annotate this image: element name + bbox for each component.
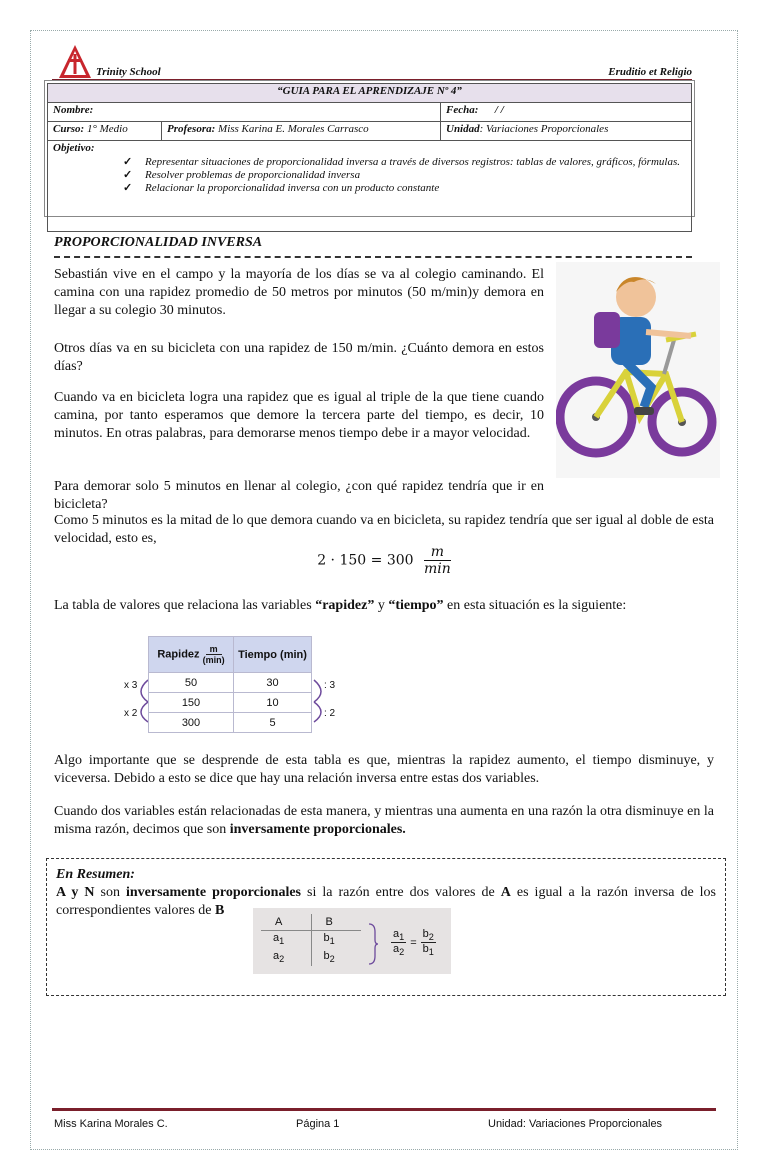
tiempo-header: Tiempo (min)	[234, 637, 312, 673]
nombre-field: Nombre:	[48, 103, 441, 122]
b1-cell: $b_1$	[323, 932, 335, 947]
section-title: PROPORCIONALIDAD INVERSA	[54, 235, 263, 250]
paragraph-4: Para demorar solo 5 minutos en llenar al colegio, ¿con qué rapidez tendría que ir en bicicleta?	[54, 479, 544, 512]
info-table	[47, 83, 692, 232]
paragraph-5: Como 5 minutos es la mitad de lo que demora cuando va en bicicleta, su rapidez tendría que ser igual al doble de esta velocidad, esto es,	[54, 513, 714, 546]
footer-unit: Unidad: Variaciones Proporcionales	[488, 1118, 663, 1130]
footer-page: Página 1	[296, 1118, 340, 1130]
fecha-field: Fecha: / /	[441, 103, 692, 122]
values-grid	[148, 636, 312, 733]
guide-title: “GUIA PARA EL APRENDIZAJE Nº 4”	[48, 84, 692, 103]
inverse-ratio: $\frac{a_1}{a_2}$ = $\frac{b_2}{b_1}$	[393, 928, 434, 958]
a2-cell: $a_2$	[261, 948, 311, 966]
summary-text: A y N son inversamente proporcionales si la razón entre dos valores de A es igual a la razón inversa de los correspondientes valores de B	[56, 885, 717, 918]
speed-formula	[0, 544, 768, 577]
objetivo-item: ✓ Representar situaciones de proporcionalidad inversa a través de diversos registros: tablas de valores, gráficos, fórmulas.	[123, 156, 686, 169]
section-divider	[54, 256, 692, 258]
formula-denominator: min	[424, 561, 451, 577]
div-2-label: : 2	[324, 708, 336, 719]
objetivo-item: ✓ Resolver problemas de proporcionalidad inversa	[123, 169, 686, 182]
div-3-label: : 3	[324, 680, 336, 691]
paragraph-8: Cuando dos variables están relacionadas de esta manera, y mientras una aumenta en una razón la otra disminuye en la misma razón, decimos que son inversamente proporcionales.	[54, 804, 714, 837]
table-cell: 30	[234, 673, 312, 693]
formula-lhs: 2 · 150 = 300	[317, 552, 414, 569]
table-cell: 50	[149, 673, 234, 693]
paragraph-7: Algo importante que se desprende de esta tabla es que, mientras la rapidez aumento, el tiempo disminuye, y viceversa. Debido a esto se dice que hay una relación inversa entre estas dos variables.	[54, 753, 714, 786]
table-cell: 10	[234, 693, 312, 713]
b2-cell: $b_2$	[323, 949, 335, 965]
paragraph-1: Sebastián vive en el campo y la mayoría de los días se va al colegio caminando. El camina con una rapidez promedio de 50 metros por minutos (50 m/min)y demora en llegar a su colegio 30 minutos.	[54, 267, 544, 318]
brace-icon	[367, 922, 379, 966]
times-3-label: x 3	[124, 680, 138, 691]
curso-field: Curso: 1° Medio	[48, 122, 162, 141]
table-cell: 150	[149, 693, 234, 713]
b-header: B	[311, 914, 361, 930]
objetivos-list	[123, 156, 686, 195]
ratio-figure	[253, 908, 451, 974]
formula-fraction	[424, 544, 451, 577]
objetivo-field: Objetivo: ✓ Representar situaciones de proporcionalidad inversa a través de diversos registros: tablas de valores, gráficos, fórmulas. ✓ Resolver problemas de proporcionalidad inversa ✓ Relacionar la proporcionalidad inversa con un producto constante	[48, 141, 692, 232]
boy-on-bicycle-illustration	[556, 262, 720, 478]
times-2-label: x 2	[124, 708, 138, 719]
rapidez-header: Rapidez ( m min )	[149, 637, 234, 673]
a1-cell: $a_1$	[261, 930, 311, 948]
ratio-right: $\frac{b_2}{b_1}$	[422, 928, 434, 958]
summary-title: En Resumen:	[56, 867, 135, 882]
formula-numerator: m	[424, 544, 451, 561]
profesora-field: Profesora: Miss Karina E. Morales Carrasco	[162, 122, 441, 141]
unidad-field: Unidad: Variaciones Proporcionales	[441, 122, 692, 141]
school-name: Trinity School	[96, 66, 161, 78]
paragraph-2: Otros días va en su bicicleta con una rapidez de 150 m/min. ¿Cuánto demora en estos días?	[54, 341, 544, 374]
paragraph-6: La tabla de valores que relaciona las variables “rapidez” y “tiempo” en esta situación es la siguiente:	[54, 598, 627, 613]
school-logo	[58, 44, 92, 80]
table-cell: 300	[149, 713, 234, 733]
ab-table	[261, 914, 361, 966]
footer-rule	[52, 1108, 716, 1111]
table-cell: 5	[234, 713, 312, 733]
paragraph-3: Cuando va en bicicleta logra una rapidez que es igual al triple de la que tiene cuando camina, por tanto esperamos que demore la tercera parte del tiempo, es decir, 10 minutos. En otras palabras, para demorarse menos tiempo debe ir a mayor velocidad.	[54, 390, 544, 441]
values-table	[120, 632, 338, 736]
objetivo-item: ✓ Relacionar la proporcionalidad inversa con un producto constante	[123, 182, 686, 195]
ratio-left: $\frac{a_1}{a_2}$	[393, 928, 405, 958]
a-header: A	[261, 914, 311, 930]
school-motto: Eruditio et Religio	[608, 66, 692, 78]
footer-author: Miss Karina Morales C.	[54, 1118, 168, 1130]
